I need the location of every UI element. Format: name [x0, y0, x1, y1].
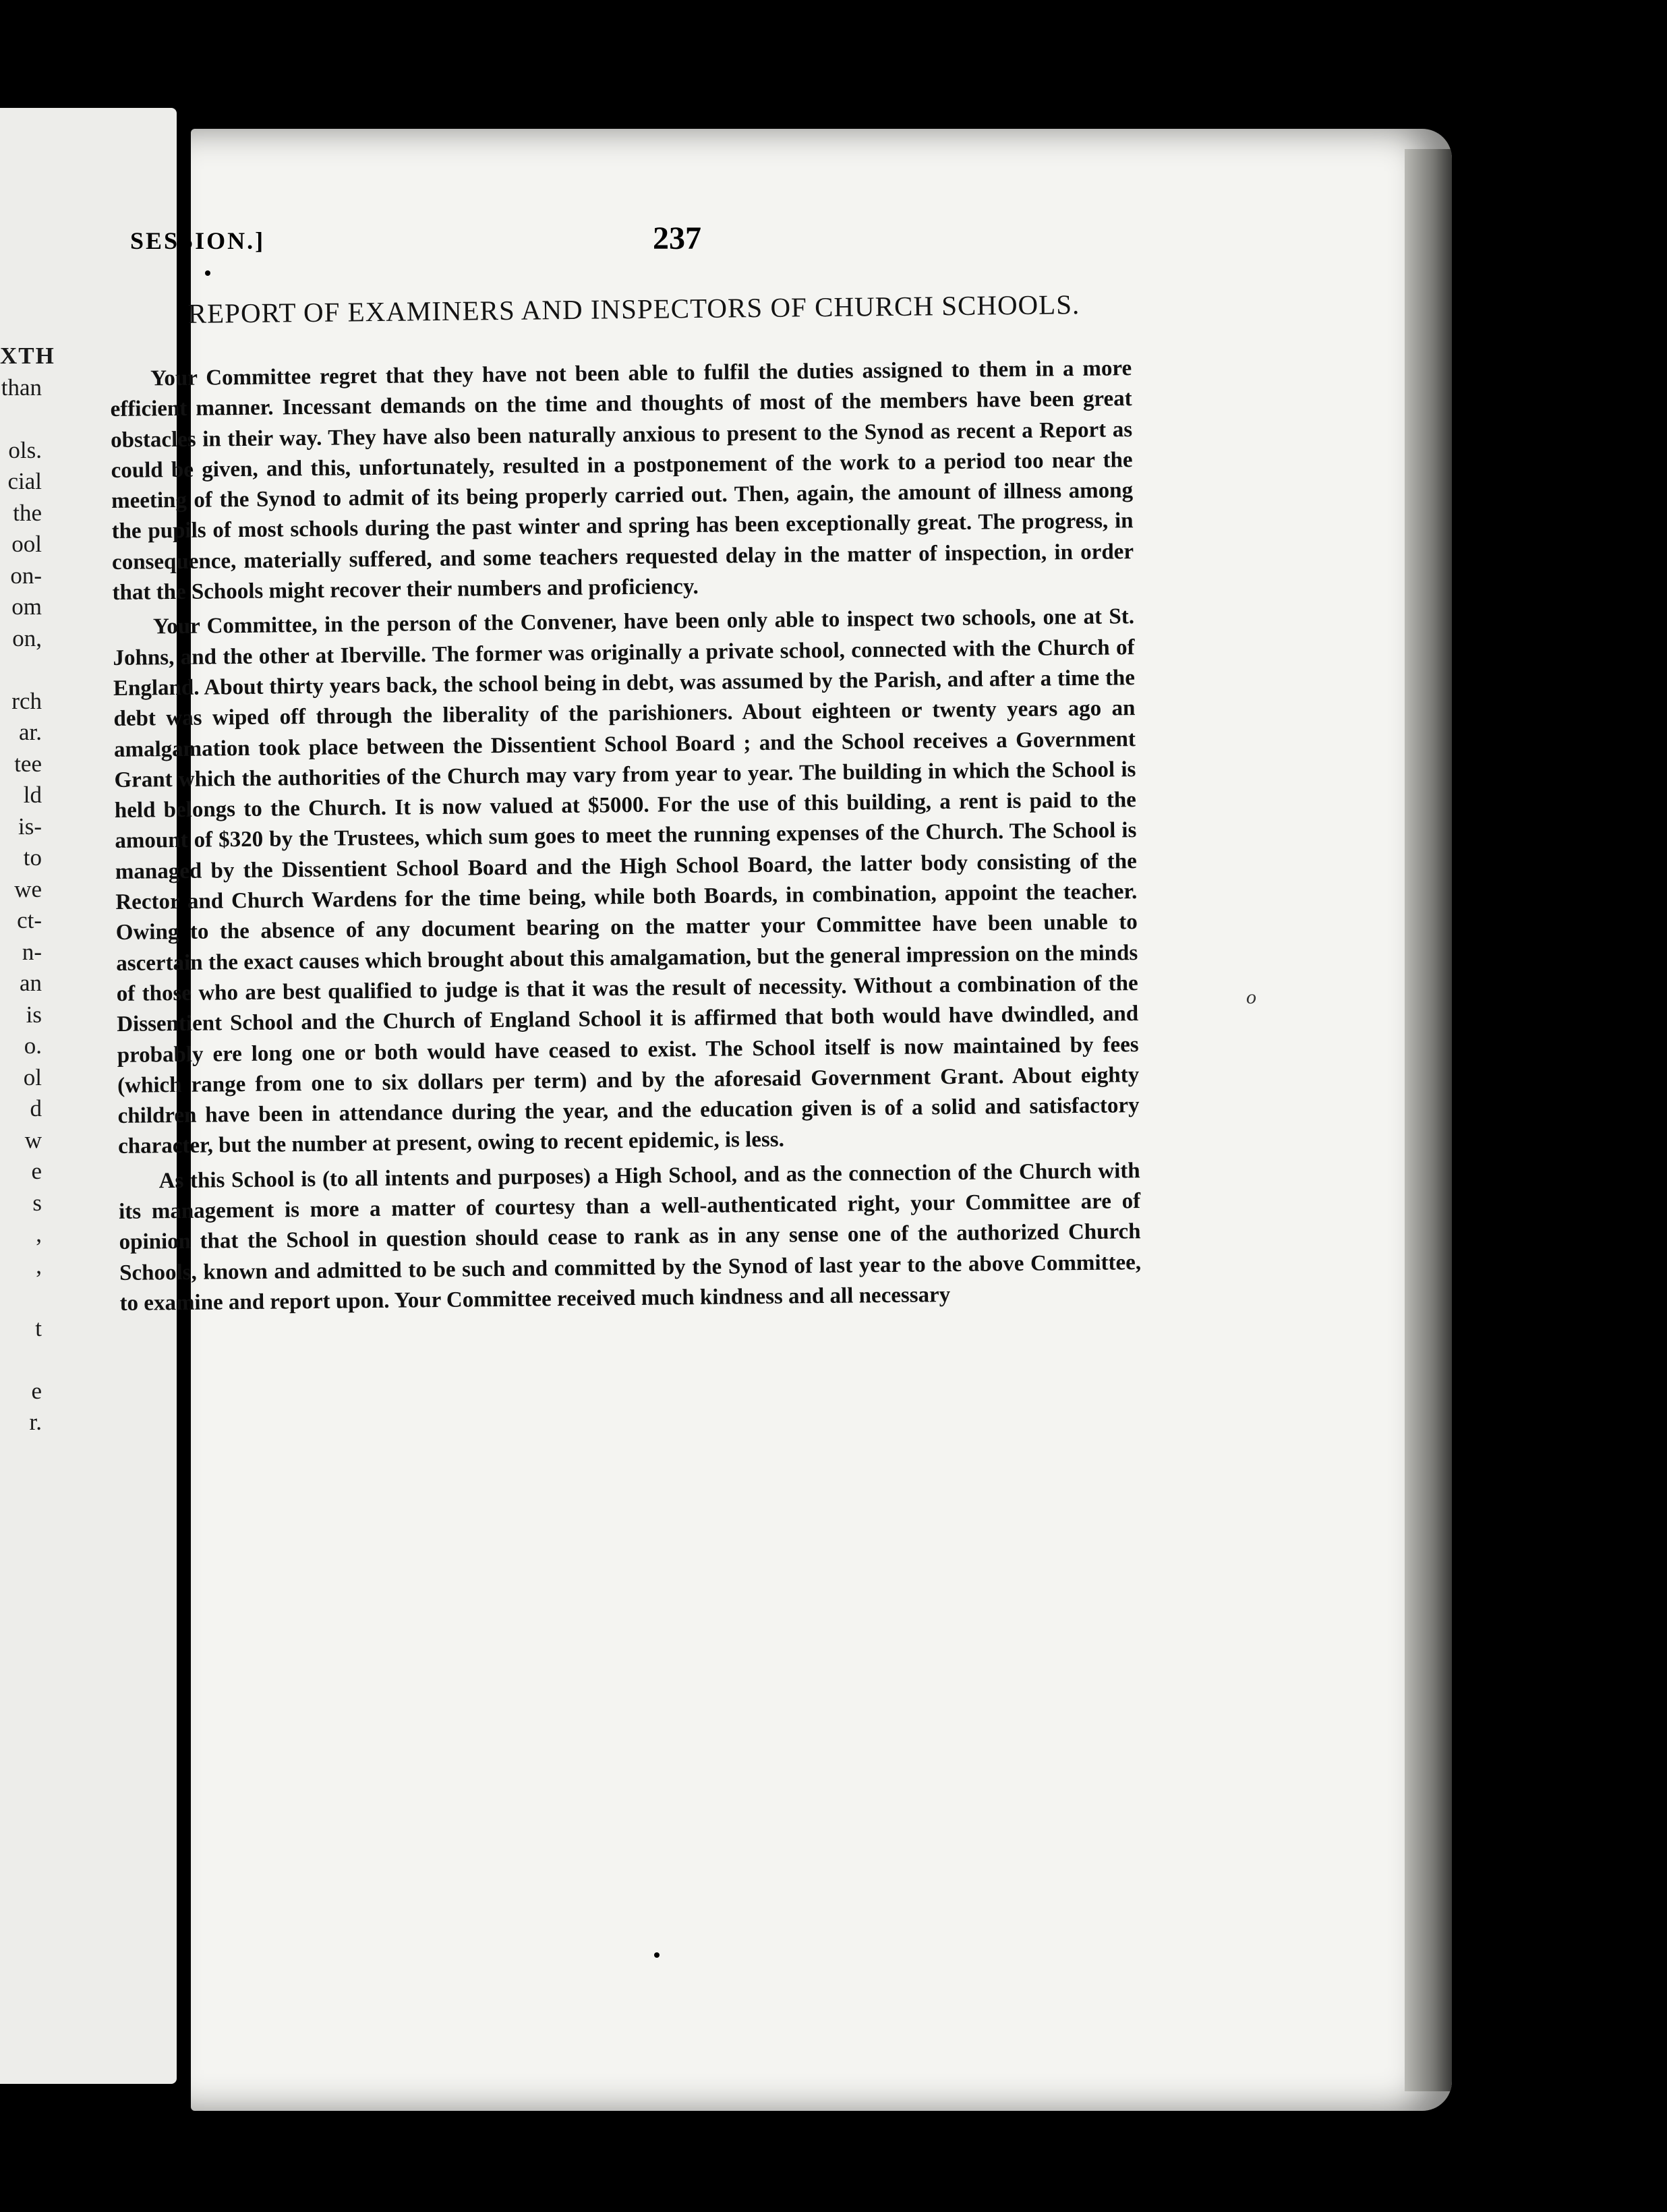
left-fragment-line: is- [18, 813, 42, 840]
report-body [110, 353, 1142, 1323]
left-fragment-line: w [24, 1126, 42, 1153]
left-fragment-line: d [30, 1095, 42, 1122]
left-fragment-line: cial [7, 468, 42, 494]
left-fragment-line: n- [22, 938, 42, 965]
paragraph: As this School is (to all intents and purposes) a High School, and as the connection of the Church with its management is more a matter of courtesy than a well-authenticated right, your Committee are of opinion that the School in question should cease to rank as in any sense one of the authorized Church Schools, known and admitted to be such and committed by the Synod of last year to the above Committee, to examine and report upon. Your Committee received much kindness and all necessary [118, 1158, 1142, 1316]
left-fragment-line: s [32, 1189, 42, 1216]
left-fragment-line: rch [11, 687, 42, 714]
paragraph: Your Committee, in the person of the Convener, have been only able to inspect two schools, one at St. Johns, and the other at Iberville. The former was originally a private school, connected with the Church of England. About thirty years back, the school being in debt, was assumed by the Parish, and after a time the debt was wiped off through the liberality of the parishioners. About eighteen or twenty years ago an amalgamation took place between the Dissentient School Board ; and the School receives a Government Grant which the authorities of the Church may vary from year to year. The building in which the School is held belongs to the Church. It is now valued at $5000. For the use of this building, a rent is paid to the amount of $320 by the Trustees, which sum goes to meet the running expenses of the Church. The School is managed by the Dissentient School Board and the High School Board, the latter body consisting of the Rector and Church Wardens for the time being, while both Boards, in combination, appoint the teacher. Owing to the absence of any document bearing on the matter your Committee have been unable to ascertain the exact causes which brought about this amalgamation, but the general impression on the minds of those who are best qualified to judge is that it was the result of necessity. Without a combination of the Dissentient School and the Church of England School it is affirmed that both would have dwindled, and probably ere long one or both would have ceased to exist. The School itself is now maintained by fees (which range from one to six dollars per term) and by the aforesaid Government Grant. About eighty children have been in attendance during the year, and the education given is of a solid and satisfactory character, but the number at present, owing to recent epidemic, is less. [113, 604, 1140, 1159]
left-fragment-line: ol [23, 1064, 42, 1090]
left-fragment-line: e [31, 1377, 42, 1404]
left-fragment-line: on- [10, 562, 42, 589]
left-fragment-line: ld [23, 782, 42, 808]
report-title: REPORT OF EXAMINERS AND INSPECTORS OF CHURCH SCHOOLS. [187, 289, 1080, 329]
left-fragment-line: we [14, 875, 42, 902]
left-fragment-line: is [26, 1001, 42, 1028]
left-fragment-line: to [23, 844, 42, 871]
left-fragment-line: tee [14, 750, 42, 777]
left-fragment-line: t [35, 1314, 42, 1341]
left-fragment-line: ool [11, 531, 42, 557]
left-fragment-line: than [1, 374, 42, 401]
page-number: 237 [653, 221, 701, 256]
left-fragment-line: an [19, 970, 42, 996]
left-fragment-line: , [36, 1252, 42, 1279]
left-fragment-line: ols. [8, 436, 42, 463]
left-fragment-line: o. [24, 1032, 42, 1059]
dust-speck [654, 1952, 660, 1958]
left-fragment-line: , [36, 1221, 42, 1247]
left-fragment-line: om [11, 593, 42, 620]
left-fragment-line: on, [12, 624, 42, 651]
running-head [130, 220, 1492, 260]
left-fragment-line: r. [29, 1409, 42, 1435]
left-fragment-line: e [31, 1158, 42, 1184]
page-edge [1405, 149, 1452, 2091]
left-fragment-line: ct- [17, 907, 42, 933]
left-fragment-line: XTH [0, 343, 55, 369]
left-fragment-line: ar. [18, 719, 42, 745]
left-fragment-line [0, 1344, 177, 1376]
margin-mark: o [1246, 986, 1256, 1008]
dust-speck [205, 270, 210, 276]
session-label: SESSION.] [130, 227, 266, 254]
left-fragment-line: the [13, 499, 42, 526]
paragraph: Your Committee regret that they have not been able to fulfil the duties assigned to them in a more efficient manner. Incessant demands on the time and thoughts of most of the members have been great obstacles in their way. They have also been naturally anxious to present to the Synod as recent a Report as could be given, and this, unfortunately, resulted in a postponement of the work to a period too near the meeting of the Synod to admit of its being properly carried out. Then, again, the amount of illness among the pupils of most schools during the past winter and spring has been exceptionally great. The progress, in consequence, materially suffered, and some teachers requested delay in the matter of inspection, in order that the Schools might recover their numbers and proficiency. [110, 356, 1134, 606]
